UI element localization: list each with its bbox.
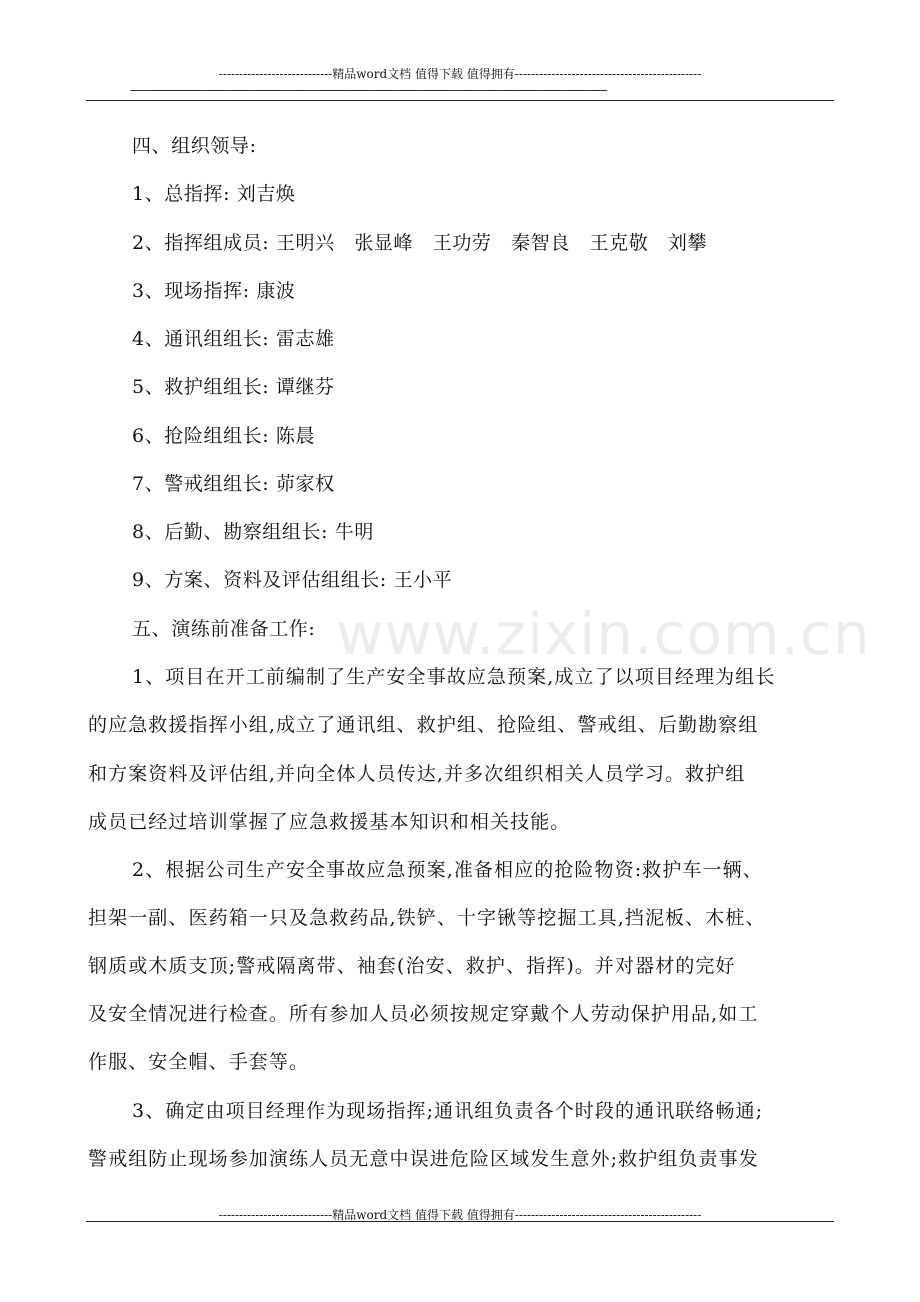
list-item: 7、警戒组组长: 茆家权 (132, 473, 335, 495)
paragraph-line: 钢质或木质支顶;警戒隔离带、袖套(治安、救护、指挥)。并对器材的完好 (88, 955, 736, 977)
watermark: www.zixin.com.cn (336, 600, 871, 668)
paragraph-line: 3、确定由项目经理作为现场指挥;通讯组负责各个时段的通讯联络畅通; (132, 1100, 764, 1122)
header-dash-line: ------------------------------------------------------------------------------------------------------------------------------------------------------------ (130, 84, 607, 96)
list-item: 9、方案、资料及评估组组长: 王小平 (132, 569, 453, 591)
list-item: 6、抢险组组长: 陈晨 (132, 425, 316, 447)
paragraph-line: 及安全情况进行检查。所有参加人员必须按规定穿戴个人劳动保护用品,如工 (88, 1003, 759, 1025)
section-heading-organization: 四、组织领导: (132, 135, 257, 157)
footer-banner: ----------------------------精品word文档 值得下载 值得拥有---------------------------------------------- (218, 1208, 702, 1222)
paragraph-line: 担架一副、医药箱一只及急救药品,铁铲、十字锹等挖掘工具,挡泥板、木桩、 (88, 907, 766, 929)
footer-rule (86, 1221, 834, 1222)
paragraph-line: 2、根据公司生产安全事故应急预案,准备相应的抢险物资:救护车一辆、 (132, 859, 763, 881)
list-item: 1、总指挥: 刘吉焕 (132, 183, 296, 205)
paragraph-line: 的应急救援指挥小组,成立了通讯组、救护组、抢险组、警戒组、后勤勘察组 (88, 714, 759, 736)
header-banner: ----------------------------精品word文档 值得下载 值得拥有---------------------------------------------- (218, 67, 702, 81)
paragraph-line: 警戒组防止现场参加演练人员无意中误进危险区域发生意外;救护组负责事发 (88, 1148, 759, 1170)
list-item: 2、指挥组成员: 王明兴 张显峰 王功劳 秦智良 王克敬 刘攀 (132, 232, 708, 254)
list-item: 5、救护组组长: 谭继芬 (132, 376, 335, 398)
paragraph-line: 和方案资料及评估组,并向全体人员传达,并多次组织相关人员学习。救护组 (88, 763, 746, 785)
header-rule (86, 100, 834, 101)
paragraph-line: 作服、安全帽、手套等。 (88, 1051, 310, 1073)
paragraph-line: 成员已经过培训掌握了应急救援基本知识和相关技能。 (88, 811, 571, 833)
section-heading-preparation: 五、演练前准备工作: (132, 618, 316, 640)
paragraph-line: 1、项目在开工前编制了生产安全事故应急预案,成立了以项目经理为组长 (132, 666, 776, 688)
list-item: 8、后勤、勘察组组长: 牛明 (132, 521, 374, 543)
list-item: 3、现场指挥: 康波 (132, 280, 296, 302)
list-item: 4、通讯组组长: 雷志雄 (132, 328, 335, 350)
